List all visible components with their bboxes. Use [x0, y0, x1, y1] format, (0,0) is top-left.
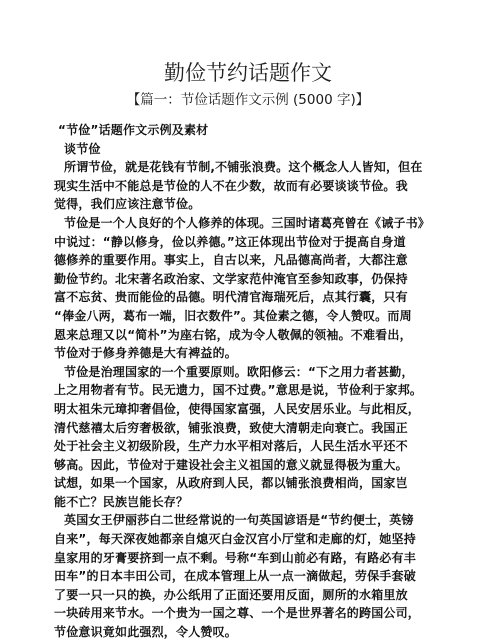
- paragraph-line: 觉得，我们应该注意节俭。: [54, 197, 201, 212]
- document-title: 勤俭节约话题作文: [164, 61, 332, 85]
- paragraph-line: 德修养的重要作用。事实上，自古以来，凡品德高尚者，大都注意: [54, 253, 408, 268]
- paragraph-line: 能不亡？民族岂能长存？: [54, 494, 189, 509]
- paragraph-line: 上之用物者有节。民无遗力，国不过费。”意思是说，节俭利于家邦。: [54, 383, 423, 398]
- paragraph-line: 了要一只一只的换，办公纸用了正面还要用反面，厕所的水箱里放: [54, 587, 408, 602]
- paragraph-line: 节俭是一个人良好的个人修养的体现。三国时诸葛亮曾在《诫子书》: [64, 215, 431, 230]
- document-subtitle: 【篇一：节俭话题作文示例 (5000 字)】: [126, 92, 370, 108]
- paragraph-line: “节俭”话题作文示例及素材: [58, 123, 209, 137]
- paragraph-line: 节俭意识竟如此强烈，令人赞叹。: [54, 625, 238, 640]
- paragraph-line: 一块砖用来节水。一个贵为一国之尊、一个是世界著名的跨国公司，: [54, 606, 421, 621]
- paragraph-line: 自来”，每天深夜她都亲自熄灭白金汉宫小厅堂和走廊的灯，她坚持: [54, 532, 416, 547]
- paragraph-line: 节俭是治理国家的一个重要原则。欧阳修云：“下之用力者甚勤，: [64, 364, 414, 379]
- paragraph-line: 节俭对于修身养德是大有裨益的。: [54, 346, 238, 361]
- paragraph-line: 勤俭节约。北宋著名政治家、文学家范仲淹官至参知政事，仍保持: [54, 271, 408, 286]
- paragraph-line: 富不忘贫、贵而能俭的品德。明代清官海瑞死后，点其行囊，只有: [54, 290, 408, 305]
- paragraph-line: 所谓节俭，就是花钱有节制,不铺张浪费。这个概念人人皆知，但在: [64, 160, 423, 175]
- paragraph-line: 恩来总理又以“简朴”为座右铭，成为令人敬佩的领袖。不难看出，: [54, 327, 412, 342]
- paragraph-line: 英国女王伊丽莎白二世经常说的一句英国谚语是“节约便士，英镑: [64, 513, 414, 528]
- document-body: [54, 121, 454, 642]
- paragraph-line: 清代慈禧太后穷奢极欲，铺张浪费，致使大清朝走向衰亡。我国正: [54, 420, 408, 435]
- paragraph-line: 现实生活中不能总是节俭的人不在少数，故而有必要谈谈节俭。我: [54, 178, 408, 193]
- paragraph-line: 中说过：“静以修身，俭以养德。”这正体现出节俭对于提高自身道: [54, 234, 406, 249]
- paragraph-line: 田车”的日本丰田公司，在成本管理上从一点一滴做起，劳保手套破: [54, 569, 416, 584]
- paragraph-line: 够高。因此，节俭对于建设社会主义祖国的意义就显得极为重大。: [54, 457, 408, 472]
- paragraph-line: “俸金八两，葛布一端，旧衣数件”。其俭素之德，令人赞叹。而周: [54, 308, 412, 323]
- paragraph-line: 处于社会主义初级阶段，生产力水平相对落后，人民生活水平还不: [54, 439, 408, 454]
- paragraph-line: 皇家用的牙膏要挤到一点不剩。号称“车到山前必有路，有路必有丰: [54, 550, 416, 565]
- paragraph-line: 试想，如果一个国家，从政府到人民，都以铺张浪费相尚，国家岂: [54, 476, 408, 491]
- paragraph-line: 谈节俭: [64, 141, 101, 156]
- paragraph-line: 明太祖朱元璋抑奢倡俭，使得国家富强，人民安居乐业。与此相反，: [54, 401, 421, 416]
